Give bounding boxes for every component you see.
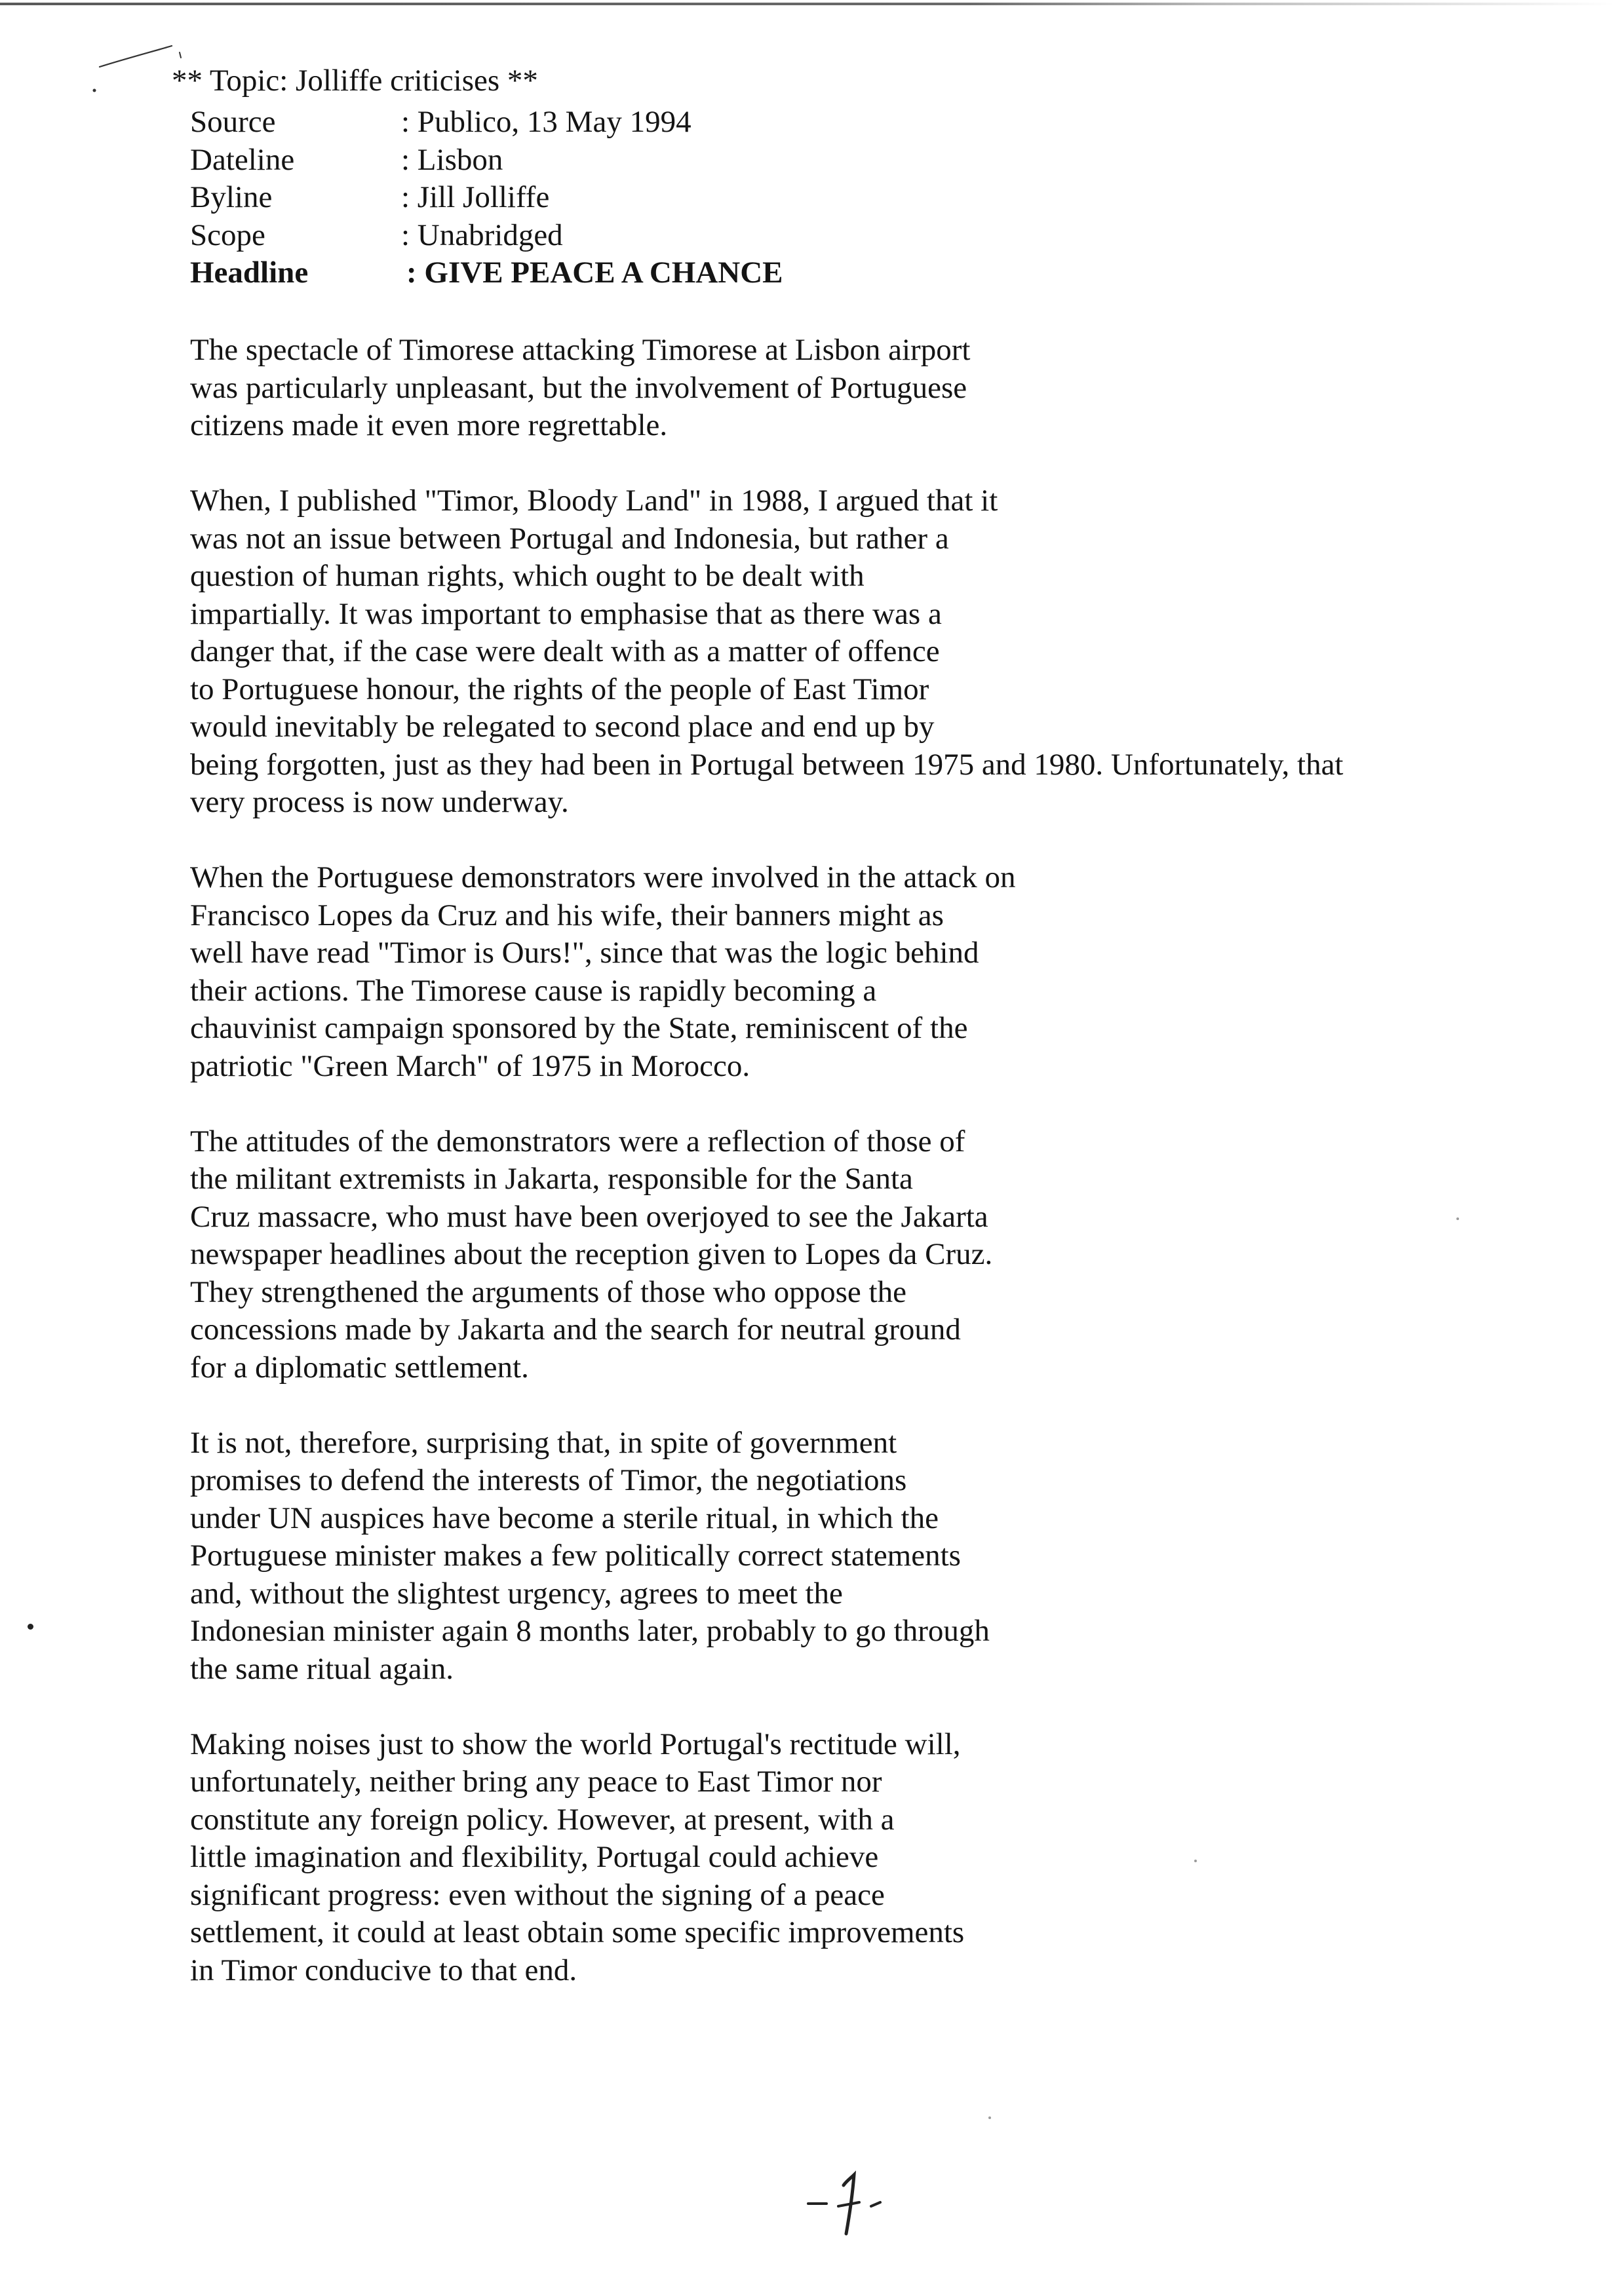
text-line: well have read "Timor is Ours!", since that was the logic behind <box>190 936 979 970</box>
text-line: would inevitably be relegated to second place and end up by <box>190 710 935 744</box>
text-line: was particularly unpleasant, but the involvement of Portuguese <box>190 370 967 405</box>
text-line: the militant extremists in Jakarta, responsible for the Santa <box>190 1162 913 1196</box>
text-line: their actions. The Timorese cause is rapidly becoming a <box>190 973 877 1008</box>
text-line: constitute any foreign policy. However, at present, with a <box>190 1802 895 1837</box>
text-line: The spectacle of Timorese attacking Timorese at Lisbon airport <box>190 333 971 367</box>
text-line: and, without the slightest urgency, agrees to meet the <box>190 1576 843 1611</box>
text-line: The attitudes of the demonstrators were a reflection of those of <box>190 1124 965 1158</box>
text-line: When the Portuguese demonstrators were involved in the attack on <box>190 860 1016 894</box>
text-line: in Timor conducive to that end. <box>190 1953 577 1987</box>
article-body <box>190 332 1344 2027</box>
text-line: Francisco Lopes da Cruz and his wife, their banners might as <box>190 898 944 932</box>
text-line: being forgotten, just as they had been in Portugal between 1975 and 1980. Unfortunately, that <box>190 747 1344 782</box>
text-line: was not an issue between Portugal and Indonesia, but rather a <box>190 521 949 556</box>
paragraph <box>190 1425 1344 1689</box>
field-label: Headline <box>190 256 309 290</box>
field-label: Source <box>190 105 276 139</box>
text-line: danger that, if the case were dealt with as a matter of offence <box>190 634 940 668</box>
field-value: : Unabridged <box>401 218 563 252</box>
field-label: Scope <box>190 218 265 252</box>
text-line: Making noises just to show the world Portugal's rectitude will, <box>190 1727 961 1761</box>
text-line: question of human rights, which ought to be dealt with <box>190 559 865 593</box>
text-line: for a diplomatic settlement. <box>190 1350 529 1385</box>
text-line: They strengthened the arguments of those who oppose the <box>190 1274 906 1309</box>
text-line: significant progress: even without the signing of a peace <box>190 1877 885 1912</box>
page-number-text <box>0 0 1 1</box>
scan-speck <box>988 2116 991 2119</box>
paragraph <box>190 1123 1344 1387</box>
text-line: promises to defend the interests of Timor, the negotiations <box>190 1463 907 1497</box>
paragraph <box>190 482 1344 822</box>
text-line: Indonesian minister again 8 months later, probably to go through <box>190 1614 990 1648</box>
scan-speck <box>1456 1217 1459 1220</box>
text-line: very process is now underway. <box>190 785 569 819</box>
topic-line: ** Topic: Jolliffe criticises ** <box>172 64 538 98</box>
text-line: citizens made it even more regrettable. <box>190 408 668 442</box>
text-line: unfortunately, neither bring any peace to East Timor nor <box>190 1765 882 1799</box>
text-line: under UN auspices have become a sterile ritual, in which the <box>190 1501 939 1535</box>
text-line: patriotic "Green March" of 1975 in Morocco. <box>190 1048 750 1083</box>
text-line: newspaper headlines about the reception given to Lopes da Cruz. <box>190 1237 993 1271</box>
paragraph <box>190 332 1344 445</box>
paragraph <box>190 859 1344 1085</box>
text-line: It is not, therefore, surprising that, in spite of government <box>190 1425 897 1460</box>
paragraph <box>190 1726 1344 1990</box>
headline-text: : GIVE PEACE A CHANCE <box>406 256 783 290</box>
text-line: to Portuguese honour, the rights of the people of East Timor <box>190 672 929 706</box>
field-label: Byline <box>190 180 273 214</box>
text-line: When, I published "Timor, Bloody Land" in 1988, I argued that it <box>190 484 998 518</box>
handwritten-page-number <box>803 2166 895 2244</box>
scan-top-rule <box>0 3 1615 5</box>
field-label: Dateline <box>190 142 295 177</box>
field-value: : Lisbon <box>401 142 503 177</box>
text-line: little imagination and flexibility, Portugal could achieve <box>190 1840 879 1874</box>
text-line: the same ritual again. <box>190 1651 454 1686</box>
text-line: settlement, it could at least obtain some specific improvements <box>190 1915 965 1949</box>
margin-dot <box>28 1624 33 1630</box>
field-value: : Publico, 13 May 1994 <box>401 105 691 139</box>
text-line: Portuguese minister makes a few politically correct statements <box>190 1539 961 1573</box>
text-line: Cruz massacre, who must have been overjoyed to see the Jakarta <box>190 1199 988 1234</box>
text-line: impartially. It was important to emphasise that as there was a <box>190 596 942 631</box>
text-line: chauvinist campaign sponsored by the State, reminiscent of the <box>190 1011 968 1045</box>
text-line: concessions made by Jakarta and the search for neutral ground <box>190 1312 961 1347</box>
field-value: : Jill Jolliffe <box>401 180 550 214</box>
